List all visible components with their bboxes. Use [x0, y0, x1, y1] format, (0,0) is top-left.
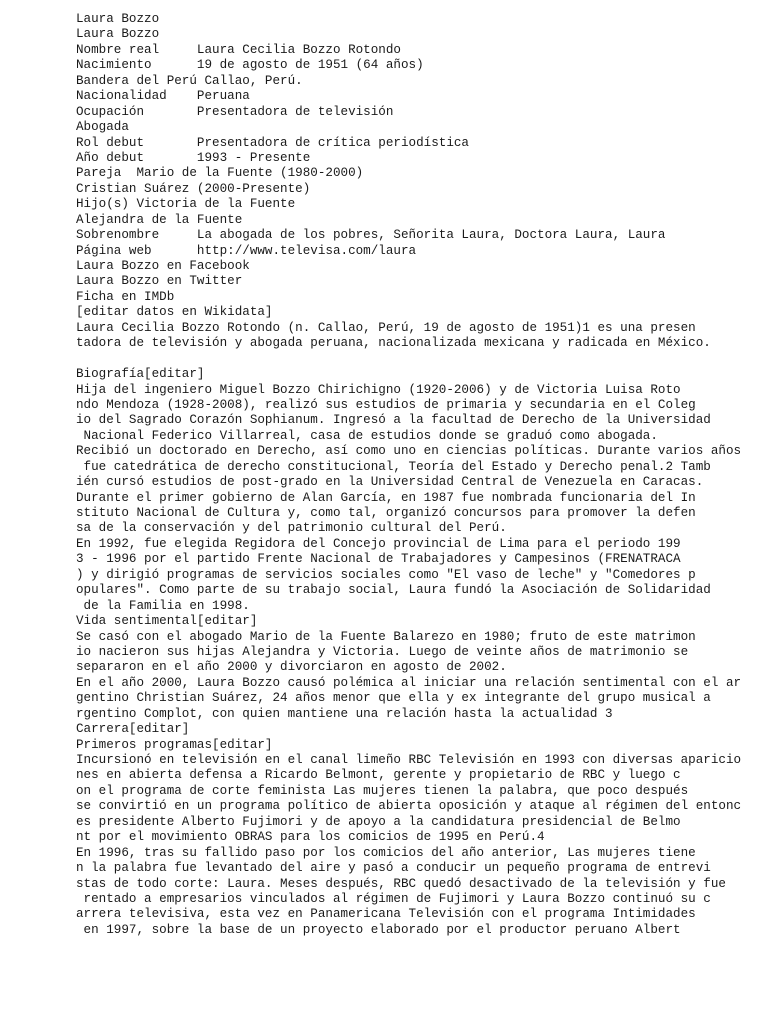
text-line: es presidente Alberto Fujimori y de apoyo a la candidatura presidencial de Belmo [76, 814, 681, 829]
text-line: Bandera del Perú Callao, Perú. [76, 73, 303, 88]
text-line: se convirtió en un programa político de abierta oposición y ataque al régimen del entonc [76, 799, 742, 814]
text-line: arrera televisiva, esta vez en Panamericana Televisión con el programa Intimidades [76, 907, 696, 922]
text-line: Sobrenombre La abogada de los pobres, Señorita Laura, Doctora Laura, Laura [76, 228, 666, 243]
text-line: gentino Christian Suárez, 24 años menor que ella y ex integrante del grupo musical a [76, 691, 711, 706]
text-line: Laura Bozzo [76, 27, 160, 42]
text-line: on el programa de corte feminista Las mujeres tienen la palabra, que poco después [76, 783, 689, 798]
text-line: separaron en el año 2000 y divorciaron en agosto de 2002. [76, 660, 507, 675]
text-line: Laura Bozzo en Twitter [76, 274, 243, 289]
text-line: n la palabra fue levantado del aire y pasó a conducir un pequeño programa de entrevi [76, 861, 711, 876]
text-line: Carrera[editar] [76, 722, 190, 737]
text-line: Incursionó en televisión en el canal limeño RBC Televisión en 1993 con diversas aparicio [76, 753, 742, 767]
text-line: Nombre real Laura Cecilia Bozzo Rotondo [76, 42, 401, 57]
text-line: io del Sagrado Corazón Sophianum. Ingresó a la facultad de Derecho de la Universidad [76, 413, 711, 428]
text-line: nes en abierta defensa a Ricardo Belmont, gerente y propietario de RBC y luego c [76, 768, 681, 783]
text-line: 3 - 1996 por el partido Frente Nacional de Trabajadores y Campesinos (FRENATRACA [76, 552, 681, 567]
text-line: Ficha en IMDb [76, 289, 175, 304]
text-line: [editar datos en Wikidata] [76, 305, 273, 320]
text-line: En 1992, fue elegida Regidora del Concejo provincial de Lima para el periodo 199 [76, 536, 681, 551]
text-line: Alejandra de la Fuente [76, 212, 243, 227]
text-line: opulares". Como parte de su trabajo social, Laura fundó la Asociación de Solidaridad [76, 583, 711, 598]
text-line: Pareja Mario de la Fuente (1980-2000) [76, 166, 364, 181]
text-line: rentado a empresarios vinculados al régimen de Fujimori y Laura Bozzo continuó su c [76, 891, 711, 906]
text-line: Laura Cecilia Bozzo Rotondo (n. Callao, Perú, 19 de agosto de 1951)1 es una presen [76, 320, 696, 335]
text-line: Recibió un doctorado en Derecho, así como uno en ciencias políticas. Durante varios años [76, 444, 742, 459]
text-line: tadora de televisión y abogada peruana, nacionalizada mexicana y radicada en México. [76, 336, 711, 351]
text-line: Hija del ingeniero Miguel Bozzo Chirichigno (1920-2006) y de Victoria Luisa Roto [76, 382, 681, 397]
text-line: ndo Mendoza (1928-2008), realizó sus estudios de primaria y secundaria en el Coleg [76, 397, 696, 412]
text-line: fue catedrática de derecho constitucional, Teoría del Estado y Derecho penal.2 Tamb [76, 459, 711, 474]
text-line: sa de la conservación y del patrimonio cultural del Perú. [76, 521, 507, 536]
text-line: Biografía[editar] [76, 367, 205, 382]
text-line: rgentino Complot, con quien mantiene una relación hasta la actualidad 3 [76, 706, 613, 721]
text-line: Se casó con el abogado Mario de la Fuente Balarezo en 1980; fruto de este matrimon [76, 629, 696, 644]
text-line: Nacionalidad Peruana [76, 89, 250, 104]
text-line: stas de todo corte: Laura. Meses después, RBC quedó desactivado de la televisión y fue [76, 876, 726, 891]
text-line: ) y dirigió programas de servicios sociales como "El vaso de leche" y "Comedores p [76, 567, 696, 582]
text-line: ién cursó estudios de post-grado en la Universidad Central de Venezuela en Caracas. [76, 475, 704, 490]
text-line: Laura Bozzo [76, 12, 160, 26]
text-line: nt por el movimiento OBRAS para los comicios de 1995 en Perú.4 [76, 830, 545, 845]
text-line: Hijo(s) Victoria de la Fuente [76, 197, 296, 212]
text-line: en 1997, sobre la base de un proyecto elaborado por el productor peruano Albert [76, 922, 681, 937]
text-line: Nacional Federico Villarreal, casa de estudios donde se graduó como abogada. [76, 428, 658, 443]
text-line [76, 352, 756, 367]
text-line: de la Familia en 1998. [76, 598, 250, 613]
text-line: stituto Nacional de Cultura y, como tal, organizó concursos para promover la defen [76, 506, 696, 520]
text-line: En el año 2000, Laura Bozzo causó polémica al iniciar una relación sentimental con el ar [76, 675, 742, 690]
text-line: Año debut 1993 - Presente [76, 150, 311, 165]
document-text [76, 12, 756, 938]
text-line: io nacieron sus hijas Alejandra y Victoria. Luego de veinte años de matrimonio se [76, 644, 689, 659]
text-line: Primeros programas[editar] [76, 737, 273, 752]
text-line: Rol debut Presentadora de crítica periodística [76, 135, 469, 150]
text-line: Laura Bozzo en Facebook [76, 259, 250, 273]
text-line: Ocupación Presentadora de televisión [76, 104, 394, 119]
text-line: En 1996, tras su fallido paso por los comicios del año anterior, Las mujeres tiene [76, 845, 696, 860]
text-line: Nacimiento 19 de agosto de 1951 (64 años) [76, 58, 424, 73]
text-line: Cristian Suárez (2000-Presente) [76, 181, 311, 196]
text-line: Durante el primer gobierno de Alan García, en 1987 fue nombrada funcionaria del In [76, 490, 696, 505]
text-line: Vida sentimental[editar] [76, 614, 258, 629]
text-line: Abogada [76, 120, 129, 135]
text-line: Página web http://www.televisa.com/laura [76, 243, 417, 258]
